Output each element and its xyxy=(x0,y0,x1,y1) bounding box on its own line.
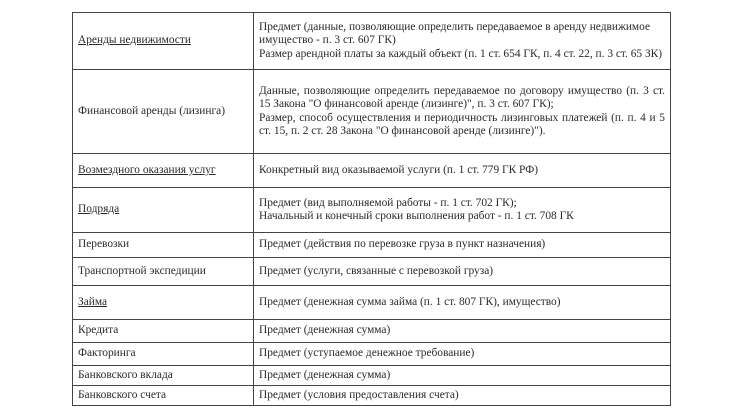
table-row xyxy=(73,154,671,188)
contract-type-cell xyxy=(73,70,254,154)
contract-type-link[interactable]: Подряда xyxy=(78,203,120,216)
contract-type-cell xyxy=(73,188,254,233)
essential-term-text: Предмет (условия предоставления счета) xyxy=(259,388,459,401)
contract-type-cell xyxy=(73,386,254,406)
essential-terms-cell xyxy=(254,70,671,154)
essential-term-text: Предмет (денежная сумма займа (п. 1 ст. 807 ГК), имущество) xyxy=(259,295,561,308)
essential-term-text: Начальный и конечный сроки выполнения работ - п. 1 ст. 708 ГК xyxy=(259,210,574,222)
contract-type-label: Банковского вклада xyxy=(78,368,173,381)
contract-type-cell xyxy=(73,233,254,258)
contract-type-cell xyxy=(73,154,254,188)
essential-terms-cell xyxy=(254,13,671,70)
table-row xyxy=(73,13,671,70)
table-row xyxy=(73,286,671,320)
essential-terms-cell xyxy=(254,320,671,343)
table-row xyxy=(73,366,671,386)
table-row xyxy=(73,320,671,343)
essential-terms-cell xyxy=(254,286,671,320)
contract-type-label: Транспортной экспедиции xyxy=(78,264,206,277)
contract-type-label: Факторинга xyxy=(78,347,136,360)
essential-term-text: Размер, способ осуществления и периодичность лизинговых платежей (п. п. 4 и 5 ст. 15, п. 2 ст. 28 Закона "О финансовой аренде (лизинге)"). xyxy=(259,111,665,137)
essential-term-text: Предмет (данные, позволяющие определить передаваемое в аренду недвижимое имущество - п. 3 ст. 607 ГК) xyxy=(259,20,651,47)
contract-type-label: Перевозки xyxy=(78,238,130,251)
contract-type-cell xyxy=(73,343,254,366)
contract-type-link[interactable]: Возмездного оказания услуг xyxy=(78,163,216,176)
contract-type-label: Банковского счета xyxy=(78,388,167,401)
table-row xyxy=(73,258,671,286)
essential-term-text: Предмет (уступаемое денежное требование) xyxy=(259,347,475,360)
contract-type-cell xyxy=(73,320,254,343)
essential-term-text: Предмет (услуги, связанные с перевозкой груза) xyxy=(259,264,494,277)
essential-term-text: Предмет (действия по перевозке груза в пункт назначения) xyxy=(259,238,546,251)
contract-type-label: Кредита xyxy=(78,324,119,337)
table-row xyxy=(73,70,671,154)
essential-term-text: Данные, позволяющие определить передаваемое по договору имущество (п. 3 ст. 15 Закона "О финансовой аренде (лизинге)", п. 3 ст. 607 ГК); xyxy=(259,84,665,111)
contract-type-cell xyxy=(73,13,254,70)
essential-terms-cell xyxy=(254,188,671,233)
table-row xyxy=(73,233,671,258)
contract-type-cell xyxy=(73,366,254,386)
essential-terms-cell xyxy=(254,386,671,406)
essential-terms-cell xyxy=(254,258,671,286)
contract-type-link[interactable]: Аренды недвижимости xyxy=(78,34,191,47)
essential-term-text: Предмет (денежная сумма) xyxy=(259,368,391,381)
essential-terms-cell xyxy=(254,343,671,366)
essential-terms-cell xyxy=(254,154,671,188)
essential-term-text: Размер арендной платы за каждый объект (п. 1 ст. 654 ГК, п. 4 ст. 22, п. 3 ст. 65 ЗК) xyxy=(259,47,663,60)
essential-term-text: Предмет (денежная сумма) xyxy=(259,324,391,337)
essential-terms-cell xyxy=(254,366,671,386)
essential-terms-cell xyxy=(254,233,671,258)
contract-type-cell xyxy=(73,258,254,286)
contract-type-link[interactable]: Займа xyxy=(78,295,108,308)
table-body xyxy=(73,13,671,406)
contract-type-label: Финансовой аренды (лизинга) xyxy=(78,104,226,117)
contract-type-cell xyxy=(73,286,254,320)
essential-term-text: Конкретный вид оказываемой услуги (п. 1 ст. 779 ГК РФ) xyxy=(259,163,538,176)
table-row xyxy=(73,343,671,366)
table-row xyxy=(73,188,671,233)
essential-term-text: Предмет (вид выполняемой работы - п. 1 ст. 702 ГК); xyxy=(259,196,517,209)
table-row xyxy=(73,386,671,406)
contract-terms-table xyxy=(72,12,671,406)
